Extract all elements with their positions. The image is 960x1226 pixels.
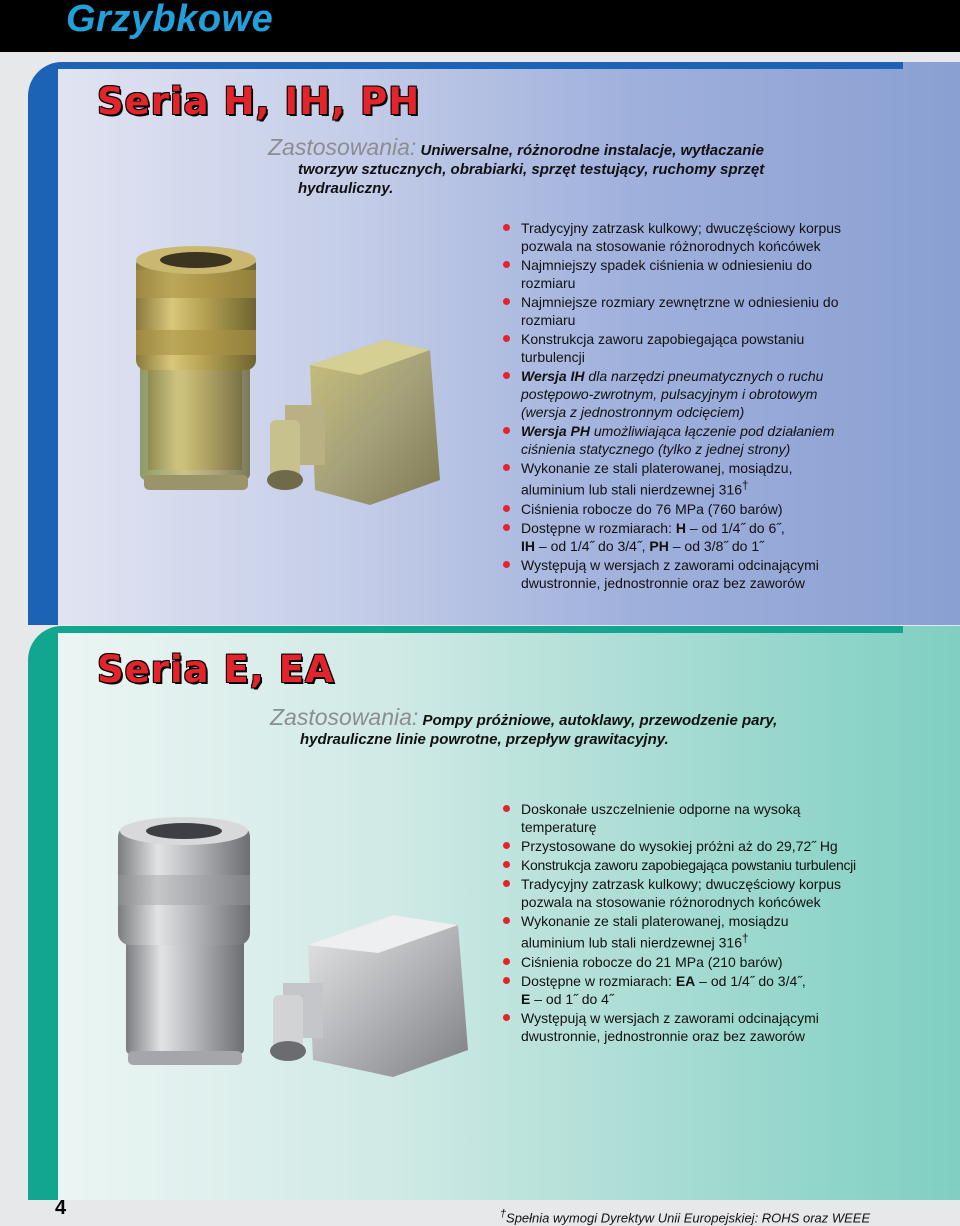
list-item: Tradycyjny zatrzask kulkowy; dwuczęściowy korpus pozwala na stosowanie różnorodnych końcówek — [503, 875, 893, 911]
list-item: Wykonanie ze stali platerowanej, mosiądzu, aluminium lub stali nierdzewnej 316† — [503, 459, 863, 499]
page-number: 4 — [55, 1197, 67, 1219]
applications-text-2: tworzyw sztucznych, obrabiarki, sprzęt testujący, ruchomy sprzęt — [298, 161, 765, 178]
list-item: Ciśnienia robocze do 21 MPa (210 barów) — [503, 953, 893, 971]
panel-top-rule — [58, 62, 903, 69]
series-e-feature-list — [503, 800, 893, 1046]
applications-text-3: hydrauliczny. — [298, 180, 394, 197]
applications-text-2: hydrauliczne linie powrotne, przepływ grawitacyjny. — [300, 731, 669, 748]
list-item: Wersja IH dla narzędzi pneumatycznych o ruchu postępowo-zwrotnym, pulsacyjnym i obrotowym (wersja z jednostronnym odcięciem) — [503, 367, 863, 421]
applications-text-1: Uniwersalne, różnorodne instalacje, wytłaczanie — [420, 142, 764, 159]
list-item: Występują w wersjach z zaworami odcinającymi dwustronnie, jednostronnie oraz bez zaworów — [503, 1009, 893, 1045]
list-item: Konstrukcja zaworu zapobiegająca powstaniu turbulencji — [503, 330, 863, 366]
list-item: Ciśnienia robocze do 76 MPa (760 barów) — [503, 500, 863, 518]
list-item: Wersja PH umożliwiająca łączenie pod działaniem ciśnienia statycznego (tylko z jednej strony) — [503, 422, 863, 458]
list-item: Najmniejsze rozmiary zewnętrzne w odniesieniu do rozmiaru — [503, 293, 863, 329]
applications-label: Zastosowania: — [268, 134, 417, 160]
series-e-applications — [270, 704, 778, 749]
list-item: Dostępne w rozmiarach: H – od 1/4˝ do 6˝, IH – od 1/4˝ do 3/4˝, PH – od 3/8˝ do 1˝ — [503, 519, 863, 555]
series-h-applications — [268, 134, 765, 198]
applications-label: Zastosowania: — [270, 704, 419, 730]
list-item: Wykonanie ze stali platerowanej, mosiądzu aluminium lub stali nierdzewnej 316† — [503, 912, 893, 952]
panel-top-rule — [58, 626, 903, 633]
series-h-title: Seria H, IH, PH — [97, 80, 421, 123]
list-item: Doskonałe uszczelnienie odporne na wysoką temperaturę — [503, 800, 893, 836]
panel-edge — [28, 62, 58, 625]
list-item: Najmniejszy spadek ciśnienia w odniesieniu do rozmiaru — [503, 256, 863, 292]
panel-edge — [28, 626, 58, 1200]
footnote: †Spełnia wymogi Dyrektyw Unii Europejskiej: ROHS oraz WEEE — [500, 1208, 871, 1226]
series-h-coupler-image — [130, 240, 470, 540]
page-title: Grzybkowe — [66, 0, 274, 40]
series-e-title: Seria E, EA — [97, 648, 335, 691]
list-item: Dostępne w rozmiarach: EA – od 1/4˝ do 3/4˝, E – od 1˝ do 4˝ — [503, 972, 893, 1008]
list-item: Konstrukcja zaworu zapobiegająca powstaniu turbulencji — [503, 856, 893, 874]
applications-text-1: Pompy próżniowe, autoklawy, przewodzenie pary, — [422, 712, 778, 729]
series-h-feature-list — [503, 219, 863, 593]
list-item: Występują w wersjach z zaworami odcinającymi dwustronnie, jednostronnie oraz bez zaworów — [503, 556, 863, 592]
header-bar — [0, 0, 960, 52]
list-item: Przystosowane do wysokiej próżni aż do 29,72˝ Hg — [503, 837, 893, 855]
list-item: Tradycyjny zatrzask kulkowy; dwuczęściowy korpus pozwala na stosowanie różnorodnych końcówek — [503, 219, 863, 255]
series-e-coupler-image — [108, 815, 488, 1085]
